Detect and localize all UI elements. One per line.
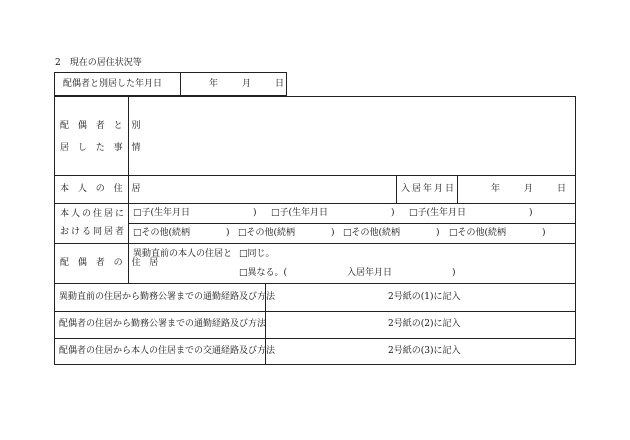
row-divider (54, 243, 576, 244)
other-checkbox-3[interactable]: □その他(続柄 ) (343, 228, 440, 238)
same-checkbox[interactable]: □同じ。 (239, 249, 275, 259)
cohabitants-inner-divider (128, 223, 576, 224)
move-in-day-label: 日 (557, 184, 567, 194)
separation-month-label: 月 (242, 79, 252, 89)
separation-date-divider (180, 72, 181, 96)
spouse-prior-text: 異動直前の本人の住居と (133, 249, 233, 259)
separation-reason-label-1: 配 偶 者 と 別 (60, 121, 144, 131)
cohabitants-label-1: 本人の住居に (60, 209, 127, 219)
route-label-2: 配偶者の住居から勤務公署までの通勤経路及び方法 (59, 319, 267, 329)
child-checkbox-2[interactable]: □子(生年月日 ) (271, 208, 395, 218)
row-divider (54, 338, 576, 339)
other-checkbox-2[interactable]: □その他(続柄 ) (238, 228, 335, 238)
different-close-paren: ) (452, 268, 456, 278)
move-in-month-label: 月 (524, 184, 534, 194)
route-value-3: 2号紙の(3)に記入 (388, 346, 461, 356)
other-checkbox-4[interactable]: □その他(続柄 ) (449, 228, 546, 238)
move-in-divider-left (396, 175, 397, 203)
different-checkbox[interactable]: □異なる。( (239, 268, 288, 278)
move-in-divider-right (457, 175, 458, 203)
separation-year-label: 年 (209, 79, 219, 89)
move-in-date-label: 入居年月日 (401, 184, 457, 194)
route-value-2: 2号紙の(2)に記入 (388, 319, 461, 329)
child-checkbox-3[interactable]: □子(生年月日 ) (409, 208, 533, 218)
section-heading: 2 現在の居住状況等 (55, 58, 142, 68)
spouse-residence-label: 配 偶 者 の 住 居 (60, 258, 162, 268)
separation-day-label: 日 (275, 79, 285, 89)
cohabitants-label-2: おける同居者 (60, 227, 127, 237)
separation-reason-label-2: 居 し た 事 情 (60, 143, 144, 153)
row-divider (54, 283, 576, 284)
own-residence-label: 本 人 の 住 居 (60, 184, 144, 194)
row-divider (54, 175, 576, 176)
route-label-1: 異動直前の住居から勤務公署までの通勤経路及び方法 (59, 292, 276, 302)
move-in-year-label: 年 (491, 184, 501, 194)
other-checkbox-1[interactable]: □その他(続柄 ) (133, 228, 230, 238)
separation-date-label: 配偶者と別居した年月日 (63, 79, 163, 89)
row-divider (54, 203, 576, 204)
row-divider (54, 311, 576, 312)
child-checkbox-1[interactable]: □子(生年月日 ) (133, 208, 257, 218)
different-move-in-label: 入居年月日 (347, 268, 393, 278)
route-value-1: 2号紙の(1)に記入 (388, 292, 461, 302)
route-label-3: 配偶者の住居から本人の住居までの交通経路及び方法 (59, 346, 276, 356)
